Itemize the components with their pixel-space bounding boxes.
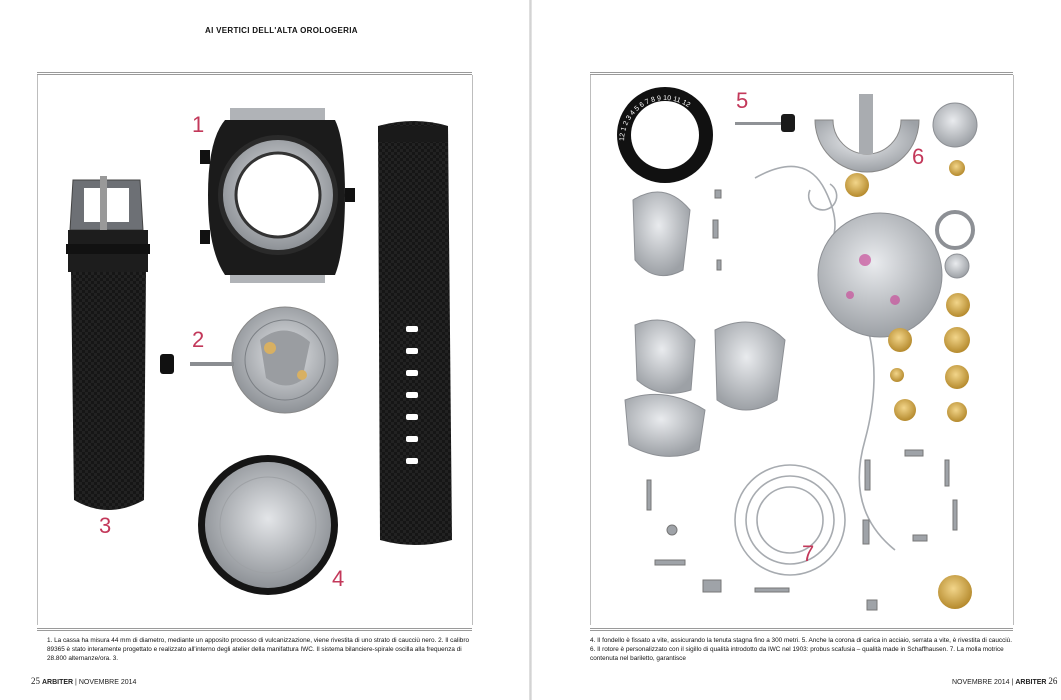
movement-calibre [160, 307, 338, 413]
right-panel-rule-left [590, 75, 591, 625]
caption-right: 4. Il fondello è fissato a vite, assicurando la tenuta stagna fino a 300 metri. 5. Anche la corona di carica in acciaio, serrata a vite, è rivestita di caucciù. 6. Il rotore è personalizzato con il sigillo di qualità introdotto da IWC nel 1903: probus scafusia – qualità made in Schaffhausen. 7. La molla motrice contenuta nel bariletto, garantisce [590, 637, 1013, 662]
label-5: 5 [736, 88, 749, 113]
label-6: 6 [912, 144, 925, 169]
magazine-name-right: ARBITER [1015, 679, 1047, 686]
folio-sep-right: | [1011, 679, 1014, 686]
page-number-left: 25 [31, 676, 40, 686]
label-1: 1 [192, 112, 205, 137]
page-gutter [529, 0, 532, 700]
left-panel-rule-right [472, 75, 473, 625]
label-7: 7 [802, 541, 815, 566]
crown-stem [735, 114, 795, 132]
issue-right: NOVEMBRE 2014 [952, 679, 1010, 686]
left-photo-art [40, 80, 470, 620]
issue-left: NOVEMBRE 2014 [78, 679, 137, 686]
magazine-name-left: ARBITER [41, 679, 74, 686]
label-4: 4 [332, 566, 345, 591]
label-3: 3 [99, 513, 112, 538]
date-ring-numerals: 12 1 2 3 4 5 6 7 8 9 10 11 12 [618, 94, 692, 142]
page-number-right: 26 [1048, 676, 1058, 686]
svg-text:12 1 2 3 4 5 6 7 8 9 10 11 12 [619, 95, 691, 141]
right-panel-rule-right [1013, 75, 1014, 625]
left-panel-rule-left [37, 75, 38, 625]
rotor [815, 94, 919, 172]
watch-case [200, 108, 355, 283]
long-strap [378, 121, 452, 545]
strap-with-buckle [66, 176, 150, 510]
folio-sep-left: | [75, 679, 77, 686]
folio-left [31, 676, 136, 686]
running-header: AI VERTICI DELL'ALTA OROLOGERIA [205, 26, 358, 35]
folio-right [952, 676, 1057, 686]
caption-left: 1. La cassa ha misura 44 mm di diametro, mediante un apposito processo di vulcanizzazione, viene rivestita di uno strato di caucciù nero. 2. Il calibro 89365 è stato interamente progettato e realizzato all'interno degli atelier della manifattura IWC. Il sistema bilanciere-spirale oscilla alla frequenza di 28.800 alternanze/ora. 3. [47, 637, 470, 662]
label-2: 2 [192, 327, 205, 352]
main-plate [818, 213, 942, 337]
date-ring-text [608, 88, 728, 198]
caseback [198, 455, 338, 595]
bridges [625, 192, 785, 456]
